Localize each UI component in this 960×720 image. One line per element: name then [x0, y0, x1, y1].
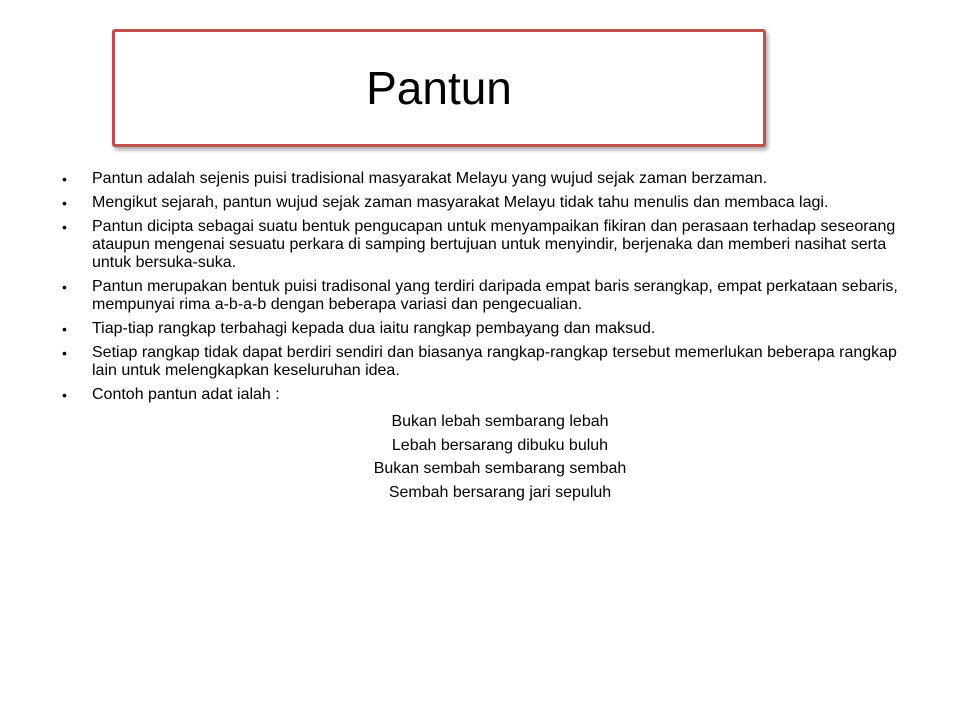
bullet-item: [62, 218, 912, 272]
bullet-item: [62, 278, 912, 314]
bullet-dot-icon: •: [62, 171, 67, 187]
slide-title: Pantun: [366, 62, 512, 114]
poem-line: Bukan sembah sembarang sembah: [373, 460, 627, 477]
bullet-item: [62, 320, 912, 338]
bullet-text: Pantun dicipta sebagai suatu bentuk pengucapan untuk menyampaikan fikiran dan perasaan terhadap seseorang ataupun mengenai sesuatu perkara di samping bertujuan untuk menyindir, berjenaka dan memberi nasihat serta untuk bersuka-suka.: [92, 218, 896, 271]
bullet-text: Mengikut sejarah, pantun wujud sejak zaman masyarakat Melayu tidak tahu menulis dan membaca lagi.: [92, 194, 829, 211]
bullet-text: Pantun adalah sejenis puisi tradisional masyarakat Melayu yang wujud sejak zaman berzaman.: [92, 170, 768, 187]
bullet-item: [62, 344, 912, 380]
pantun-example: [62, 410, 938, 504]
bullet-text: Contoh pantun adat ialah :: [92, 386, 280, 403]
title-box: [112, 29, 766, 147]
poem-line: Lebah bersarang dibuku buluh: [391, 436, 609, 454]
bullet-dot-icon: •: [62, 387, 67, 403]
poem-line: Sembah bersarang jari sepuluh: [388, 483, 612, 501]
bullet-item: [62, 194, 912, 212]
bullet-item: [62, 170, 912, 188]
bullet-list: [62, 170, 912, 404]
bullet-text: Pantun merupakan bentuk puisi tradisonal yang terdiri daripada empat baris serangkap, empat perkataan sebaris, mempunyai rima a-b-a-b dengan beberapa variasi dan pengecualian.: [92, 278, 898, 313]
bullet-item: [62, 386, 912, 404]
bullet-dot-icon: •: [62, 345, 67, 361]
bullet-text: Setiap rangkap tidak dapat berdiri sendiri dan biasanya rangkap-rangkap tersebut memerlukan beberapa rangkap lain untuk melengkapkan keseluruhan idea.: [92, 344, 897, 379]
bullet-text: Tiap-tiap rangkap terbahagi kepada dua iaitu rangkap pembayang dan maksud.: [92, 320, 656, 337]
bullet-dot-icon: •: [62, 279, 67, 295]
bullet-dot-icon: •: [62, 219, 67, 235]
bullet-dot-icon: •: [62, 195, 67, 211]
slide-content: [62, 170, 912, 504]
poem-line: Bukan lebah sembarang lebah: [391, 413, 609, 430]
bullet-dot-icon: •: [62, 321, 67, 337]
